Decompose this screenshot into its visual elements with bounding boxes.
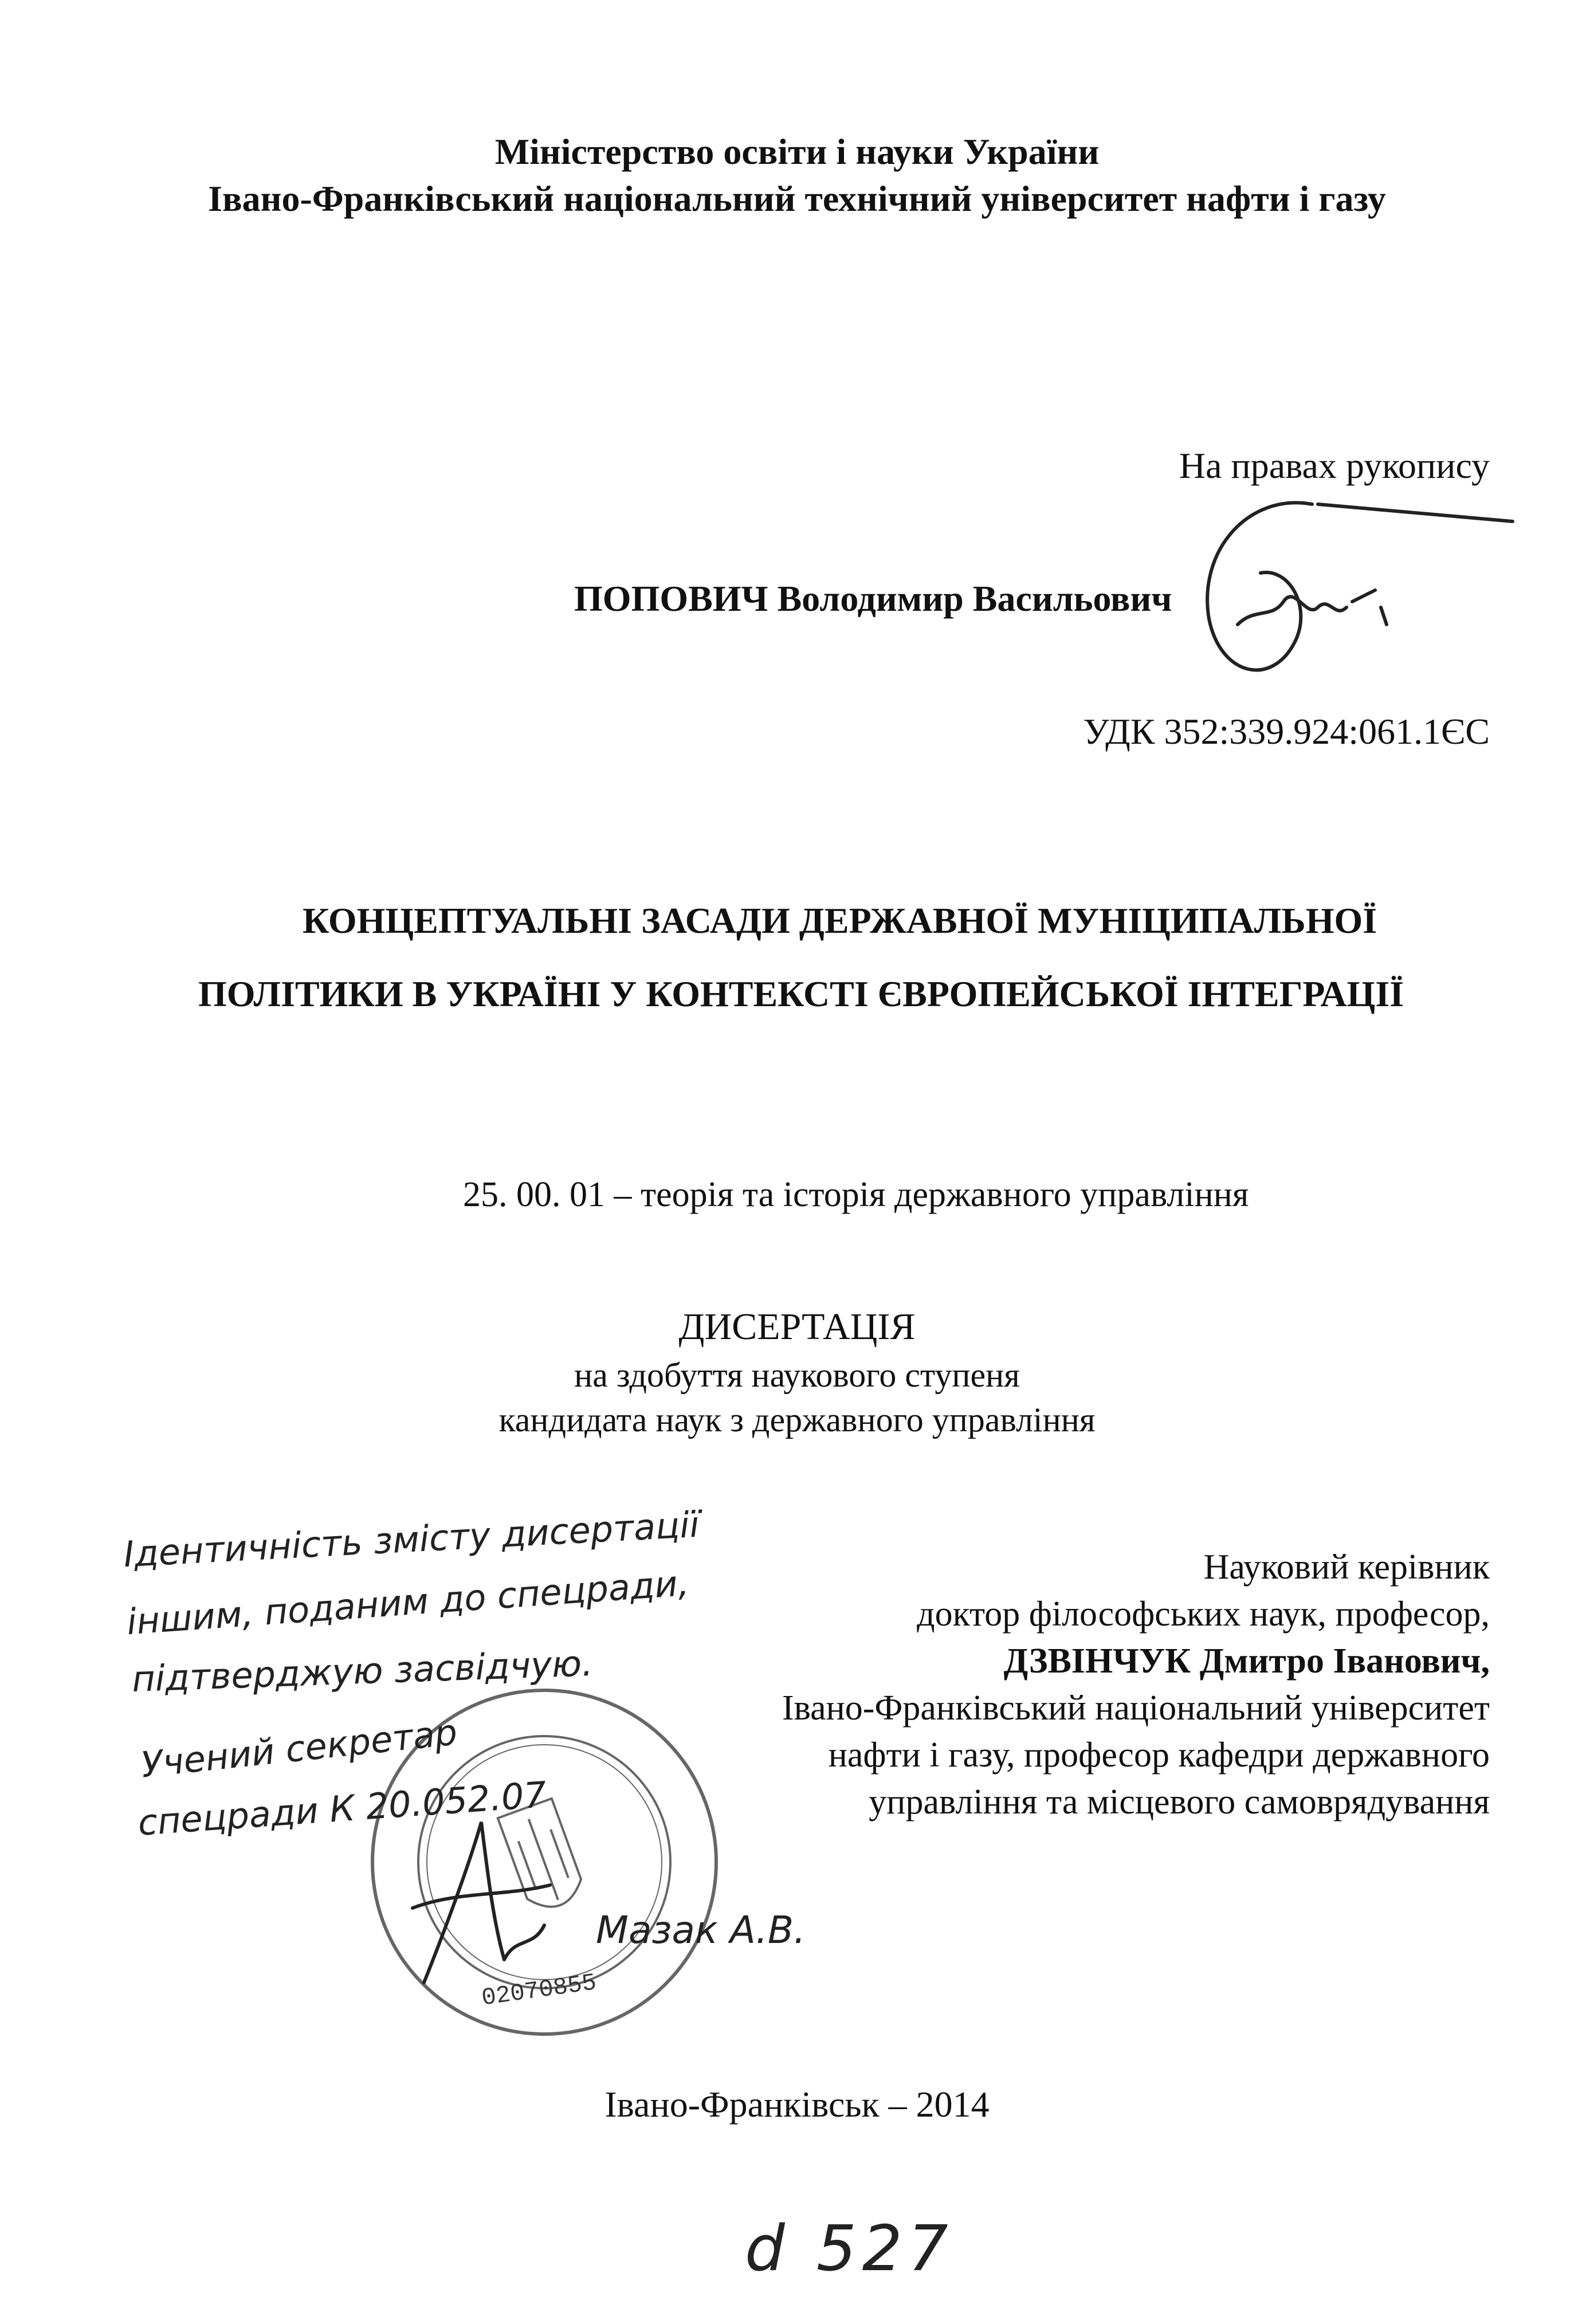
title-line-2: ПОЛІТИКИ В УКРАЇНІ У КОНТЕКСТІ ЄВРОПЕЙСЬКОЇ ІНТЕГРАЦІЇ (198, 973, 1404, 1014)
handwritten-line-1: Ідентичність змісту дисертації (122, 1503, 701, 1576)
specialty-line: 25. 00. 01 – теорія та історія державного управління (463, 1175, 1249, 1214)
supervisor-name: ДЗВІНЧУК Дмитро Іванович, (1003, 1642, 1490, 1681)
handwritten-line-2: іншим, поданим до спецради, (125, 1561, 690, 1643)
handwritten-line-4: Учений секретар (139, 1711, 460, 1786)
handwritten-line-3: підтверджую засвідчую. (131, 1642, 594, 1701)
document-type-heading: ДИСЕРТАЦІЯ (678, 1306, 916, 1348)
supervisor-affiliation-2: нафти і газу, професор кафедри державного (828, 1736, 1490, 1775)
document-type-line-1: на здобуття наукового ступеня (574, 1356, 1020, 1394)
author-given-names: Володимир Васильович (777, 578, 1172, 619)
handwritten-line-5: спецради К 20.052.07 (136, 1773, 548, 1844)
udc-code: УДК 352:339.924:061.1ЄС (1083, 711, 1490, 752)
university-line: Івано-Франківський національний технічний університет нафти і газу (208, 178, 1386, 219)
manuscript-note: На правах рукопису (1179, 445, 1490, 486)
supervisor-degree: доктор філософських наук, професор, (917, 1595, 1490, 1634)
document-type-line-2: кандидата наук з державного управління (498, 1401, 1096, 1439)
stamp-number: 02070855 (480, 1969, 598, 2012)
supervisor-role: Науковий керівник (1203, 1548, 1490, 1587)
supervisor-affiliation-3: управління та місцевого самоврядування (869, 1783, 1490, 1821)
ministry-line: Міністерство освіти і науки України (494, 131, 1100, 172)
archive-number: d 527 (745, 2212, 954, 2285)
author-surname: ПОПОВИЧ (574, 578, 768, 619)
handwritten-signature-name: Мазак А.В. (596, 1908, 806, 1952)
supervisor-affiliation-1: Івано-Франківський національний університет (782, 1689, 1490, 1728)
city-year: Івано-Франківськ – 2014 (604, 2084, 990, 2125)
title-line-1: КОНЦЕПТУАЛЬНІ ЗАСАДИ ДЕРЖАВНОЇ МУНІЦИПАЛЬНОЇ (303, 900, 1377, 941)
